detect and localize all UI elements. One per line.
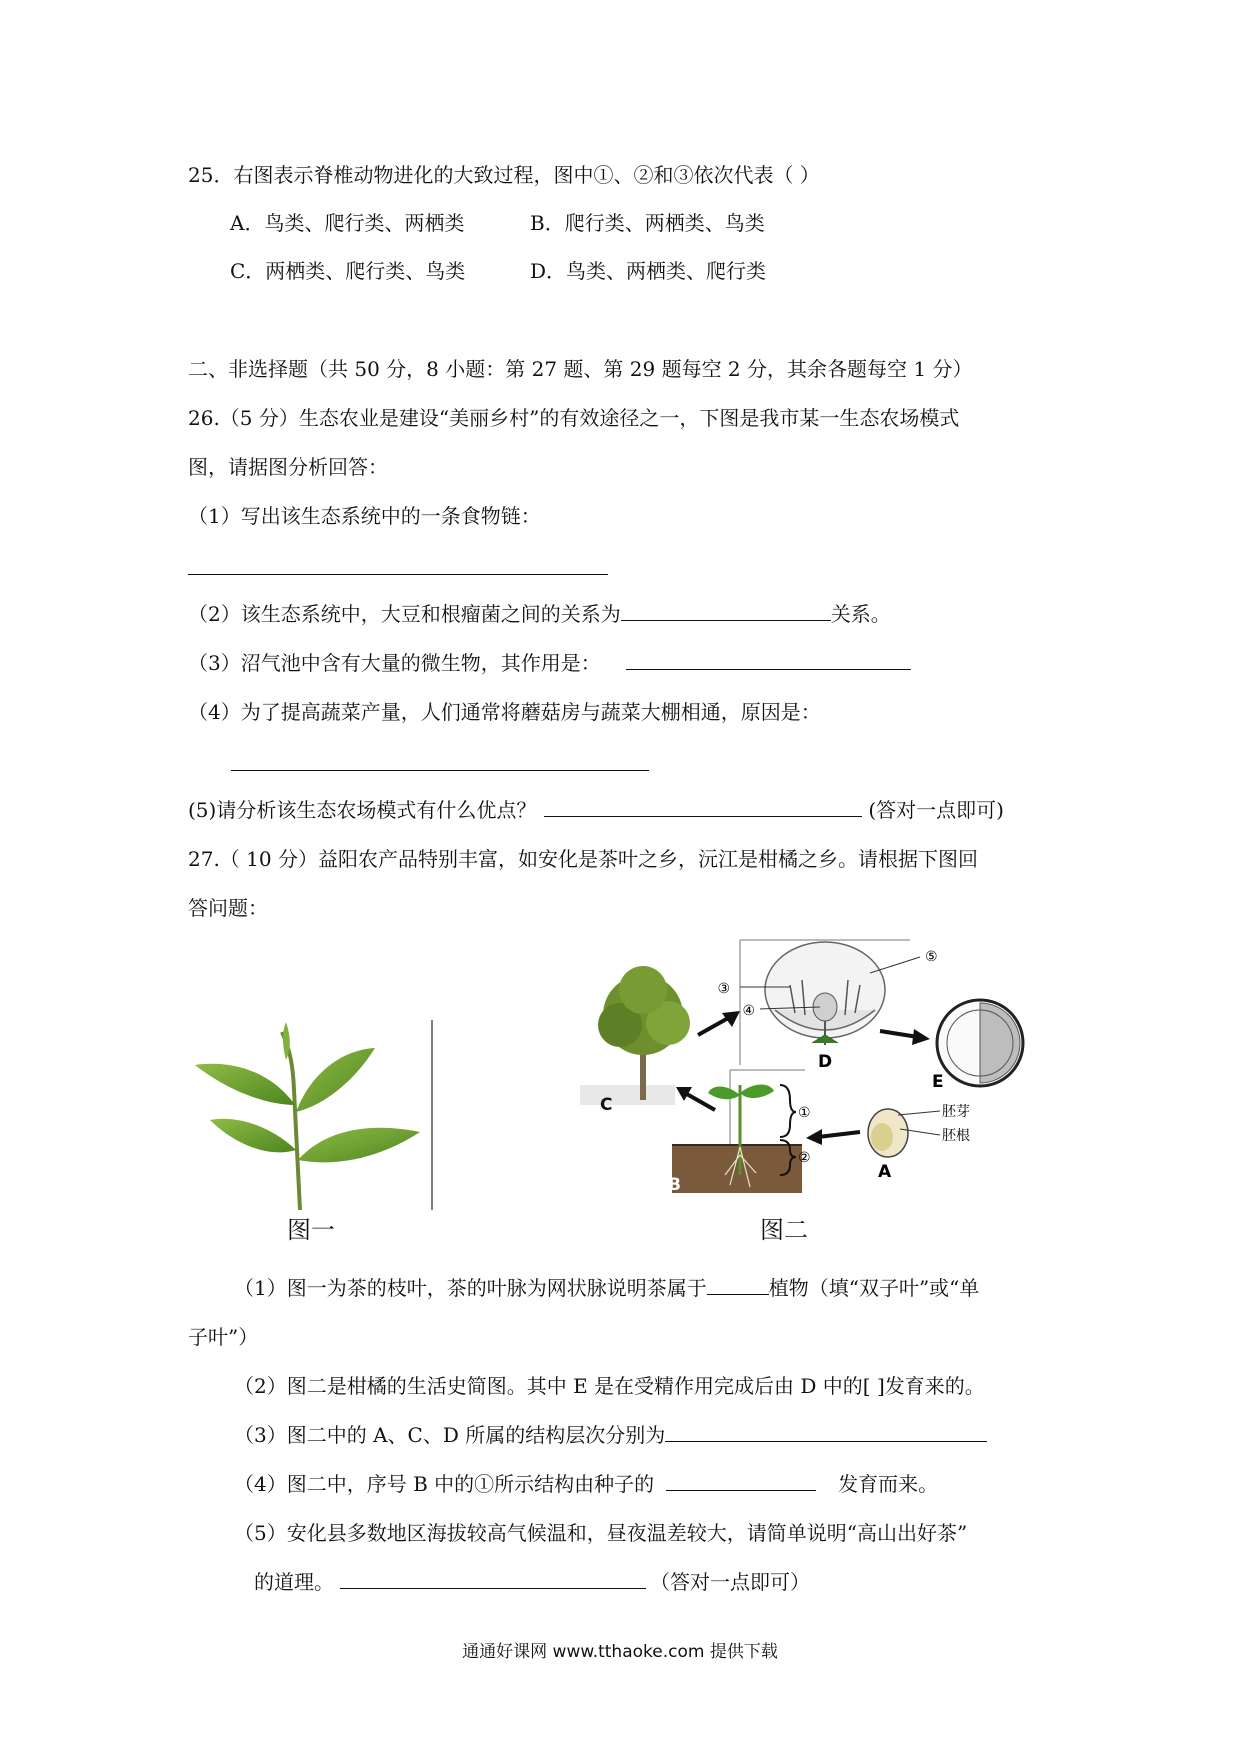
tea-leaf-left-lower — [210, 1119, 296, 1153]
tea-leaf-right-lower — [298, 1128, 420, 1163]
q26-part5 — [188, 798, 1004, 822]
q27-part1 — [234, 1276, 979, 1300]
label-n1: ① — [798, 1105, 811, 1121]
q27-part1-line2: 子叶”） — [188, 1325, 259, 1349]
q26-stem-line2: 图，请据图分析回答： — [188, 455, 388, 479]
q26-part2 — [188, 602, 891, 626]
q26-part1: （1）写出该生态系统中的一条食物链： — [188, 504, 541, 528]
q26-part2-blank[interactable] — [621, 602, 831, 621]
q27-part5-line1: （5）安化县多数地区海拔较高气候温和，昼夜温差较大，请简单说明“高山出好茶” — [234, 1521, 968, 1545]
q26-part2-suffix: 关系。 — [830, 602, 891, 626]
figure2-citrus-lifecycle — [580, 935, 1040, 1210]
q27-part4-text: （4）图二中，序号 B 中的①所示结构由种子的 — [234, 1472, 655, 1496]
label-a: A — [878, 1162, 892, 1182]
arrow-a-to-b — [806, 1129, 860, 1145]
label-n2: ② — [798, 1150, 811, 1166]
stage-d-flower — [717, 940, 937, 1072]
q27-part1-blank[interactable] — [707, 1276, 769, 1295]
q27-stem-line1: 27.（ 10 分）益阳农产品特别丰富，如安化是茶叶之乡，沅江是柑橘之乡。请根据下图回 — [188, 847, 978, 871]
label-d: D — [817, 1052, 833, 1072]
q26-part3-text: （3）沼气池中含有大量的微生物，其作用是： — [188, 651, 601, 675]
q27-part3-blank[interactable] — [665, 1423, 987, 1442]
stage-a-seed — [868, 1104, 970, 1182]
q27-part5-blank[interactable] — [340, 1570, 646, 1589]
q26-part2-text: （2）该生态系统中，大豆和根瘤菌之间的关系为 — [188, 602, 621, 626]
q26-part4-answer-line[interactable] — [231, 770, 649, 771]
q25-option-a[interactable]: A．鸟类、爬行类、两栖类 — [230, 211, 465, 235]
stage-e-fruit — [932, 1000, 1023, 1092]
label-n5: ⑤ — [925, 949, 938, 965]
q25-option-d[interactable]: D．鸟类、两栖类、爬行类 — [530, 259, 767, 283]
arrow-b-to-c — [676, 1087, 715, 1110]
figure2-caption: 图二 — [760, 1216, 808, 1244]
figure1-caption: 图一 — [287, 1216, 335, 1244]
section2-heading: 二、非选择题（共 50 分，8 小题：第 27 题、第 29 题每空 2 分，其余各题每空 1 分） — [188, 357, 973, 381]
q25-stem: 25．右图表示脊椎动物进化的大致过程，图中①、②和③依次代表（ ） — [188, 163, 820, 187]
q27-stem-line2: 答问题： — [188, 896, 268, 920]
q27-part1-suffix: 植物（填“双子叶”或“单 — [768, 1276, 980, 1300]
tea-stem — [282, 1032, 300, 1210]
label-e: E — [932, 1072, 944, 1092]
label-c: C — [600, 1095, 613, 1115]
label-n3: ③ — [717, 981, 730, 997]
stage-c-tree — [580, 966, 690, 1115]
q27-part4 — [234, 1472, 938, 1496]
figure1-tea-branch — [190, 1020, 440, 1210]
q27-part4-suffix: 发育而来。 — [838, 1472, 939, 1496]
q26-stem-line1: 26.（5 分）生态农业是建设“美丽乡村”的有效途径之一，下图是我市某一生态农场模式 — [188, 406, 960, 430]
q27-part3-text: （3）图二中的 A、C、D 所属的结构层次分别为 — [234, 1423, 666, 1447]
q26-part4: （4）为了提高蔬菜产量，人们通常将蘑菇房与蔬菜大棚相通，原因是： — [188, 700, 821, 724]
q27-part1-text: （1）图一为茶的枝叶，茶的叶脉为网状脉说明茶属于 — [234, 1276, 707, 1300]
arrow-c-to-d — [698, 1011, 740, 1035]
label-embryo-bud: 胚芽 — [942, 1104, 970, 1120]
q25-option-b[interactable]: B．爬行类、两栖类、鸟类 — [530, 211, 765, 235]
page-footer: 通通好课网 www.tthaoke.com 提供下载 — [462, 1642, 778, 1662]
tea-leaf-right-upper — [296, 1048, 375, 1112]
q26-part3 — [188, 651, 911, 675]
q26-part1-answer-line[interactable] — [188, 574, 608, 575]
q27-part5-suffix: （答对一点即可） — [650, 1570, 810, 1594]
q26-part3-blank[interactable] — [626, 651, 911, 670]
q27-part5-text: 的道理。 — [254, 1570, 334, 1594]
label-b: B — [668, 1175, 681, 1195]
label-embryo-root: 胚根 — [942, 1128, 970, 1144]
tea-leaf-left-upper — [195, 1064, 295, 1105]
q26-part5-text: (5)请分析该生态农场模式有什么优点？ — [188, 798, 537, 822]
arrow-d-to-e — [880, 1029, 930, 1045]
q27-part3 — [234, 1423, 987, 1447]
q26-part5-suffix: (答对一点即可) — [868, 798, 1004, 822]
q26-part5-blank[interactable] — [544, 798, 862, 817]
q27-part5-line2 — [254, 1570, 810, 1594]
q27-part4-blank[interactable] — [666, 1472, 816, 1491]
q27-part2: （2）图二是柑橘的生活史简图。其中 E 是在受精作用完成后由 D 中的[ ]发育来的。 — [234, 1374, 985, 1398]
label-n4: ④ — [742, 1003, 755, 1019]
q25-option-c[interactable]: C．两栖类、爬行类、鸟类 — [230, 259, 466, 283]
